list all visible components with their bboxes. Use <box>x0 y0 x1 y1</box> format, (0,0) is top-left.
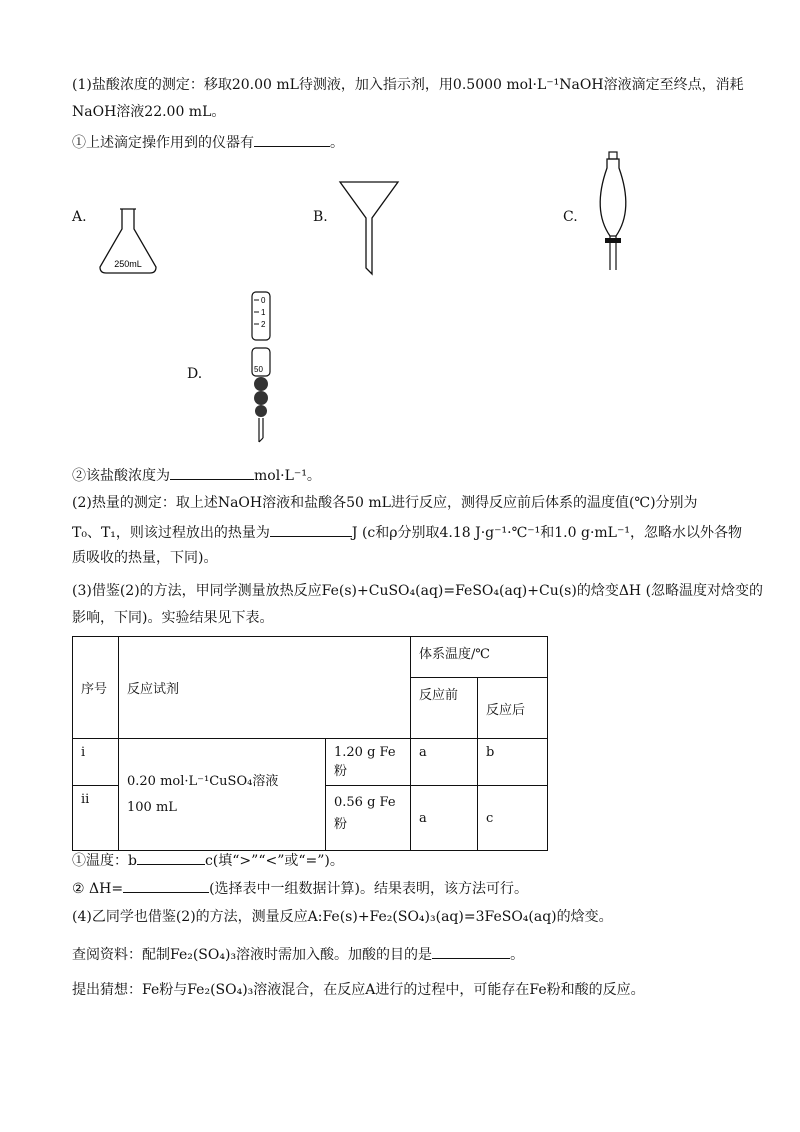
header-index: 序号 <box>73 637 119 739</box>
q2-line3: 质吸收的热量，下同)。 <box>72 550 218 566</box>
q2-line2 <box>72 520 742 544</box>
option-d-label: D. <box>187 366 203 382</box>
row-i-after: b <box>478 739 548 786</box>
row-i-index: i <box>73 739 119 786</box>
header-temperature: 体系温度/℃ <box>411 637 548 678</box>
answer-blank[interactable] <box>137 848 205 865</box>
q3-sub1 <box>72 848 344 872</box>
row-ii-solid: 0.56 g Fe粉 <box>326 786 411 851</box>
solution-line2: 100 mL <box>127 799 177 815</box>
answer-blank[interactable] <box>170 463 254 480</box>
q3-sub2 <box>72 876 528 900</box>
q1-sub2-unit: mol·L⁻¹。 <box>254 468 321 484</box>
burette-tick-50: 50 <box>254 365 263 374</box>
answer-blank[interactable] <box>123 876 209 893</box>
q4-line3: 提出猜想：Fe粉与Fe₂(SO₄)₃溶液混合，在反应A进行的过程中，可能存在Fe粉和酸的反应。 <box>72 982 645 998</box>
solution-cell <box>119 739 326 851</box>
q2-line2-end: J (c和ρ分别取4.18 J·g⁻¹·℃⁻¹和1.0 g·mL⁻¹，忽略水以外各物 <box>351 525 742 541</box>
row-i-before: a <box>411 739 478 786</box>
answer-blank[interactable] <box>270 520 352 537</box>
row-i-solid: 1.20 g Fe粉 <box>326 739 411 786</box>
q3-line2: 影响，下同)。实验结果见下表。 <box>72 610 274 626</box>
funnel-icon <box>338 180 400 278</box>
burette-tick-0: 0 <box>261 296 266 305</box>
row-ii-after: c <box>478 786 548 851</box>
conical-flask-icon <box>96 205 166 277</box>
answer-blank[interactable] <box>254 130 330 147</box>
q1-sub1 <box>72 130 344 154</box>
experiment-table <box>72 636 548 851</box>
q1-sub2 <box>72 463 321 487</box>
separatory-funnel-icon <box>588 150 638 276</box>
q1-sub1-end: 。 <box>330 135 344 151</box>
q1-line1: (1)盐酸浓度的测定：移取20.00 mL待测液，加入指示剂，用0.5000 mol·L⁻¹NaOH溶液滴定至终点，消耗 <box>72 77 744 93</box>
q1-sub2-text: ②该盐酸浓度为 <box>72 468 170 484</box>
row-ii-index: ii <box>73 786 119 851</box>
q4-line2-end: 。 <box>510 947 525 963</box>
burette-icon <box>244 290 280 450</box>
q3-sub2-end: (选择表中一组数据计算)。结果表明，该方法可行。 <box>209 881 528 897</box>
header-reagent: 反应试剂 <box>119 637 411 739</box>
q2-line1: (2)热量的测定：取上述NaOH溶液和盐酸各50 mL进行反应，测得反应前后体系的温度值(℃)分别为 <box>72 495 698 511</box>
q1-line2: NaOH溶液22.00 mL。 <box>72 104 226 120</box>
q4-line1: (4)乙同学也借鉴(2)的方法，测量反应A:Fe(s)+Fe₂(SO₄)₃(aq)=3FeSO₄(aq)的焓变。 <box>72 909 613 925</box>
row-ii-before: a <box>411 786 478 851</box>
q1-sub1-text: ①上述滴定操作用到的仪器有 <box>72 135 254 151</box>
burette-tick-2: 2 <box>261 320 266 329</box>
q4-line2-text: 查阅资料：配制Fe₂(SO₄)₃溶液时需加入酸。加酸的目的是 <box>72 947 433 963</box>
option-b-label: B. <box>313 209 328 225</box>
q3-sub2-text: ② ΔH= <box>72 881 124 897</box>
q2-line2-text: T₀、T₁，则该过程放出的热量为 <box>72 525 270 541</box>
q4-line2 <box>72 942 524 966</box>
header-after: 反应后 <box>478 678 548 739</box>
burette-tick-1: 1 <box>261 308 266 317</box>
q3-sub1-text: ①温度：b <box>72 853 137 869</box>
option-a-label: A. <box>72 209 87 225</box>
option-c-label: C. <box>563 209 578 225</box>
solution-line1: 0.20 mol·L⁻¹CuSO₄溶液 <box>127 773 279 789</box>
q3-sub1-end: c(填“>”“<”或“=”)。 <box>204 853 344 869</box>
flask-volume-label: 250mL <box>114 259 142 269</box>
q3-line1: (3)借鉴(2)的方法，甲同学测量放热反应Fe(s)+CuSO₄(aq)=FeSO₄(aq)+Cu(s)的焓变ΔH (忽略温度对焓变的 <box>72 583 764 599</box>
header-before: 反应前 <box>411 678 478 739</box>
answer-blank[interactable] <box>432 942 510 959</box>
